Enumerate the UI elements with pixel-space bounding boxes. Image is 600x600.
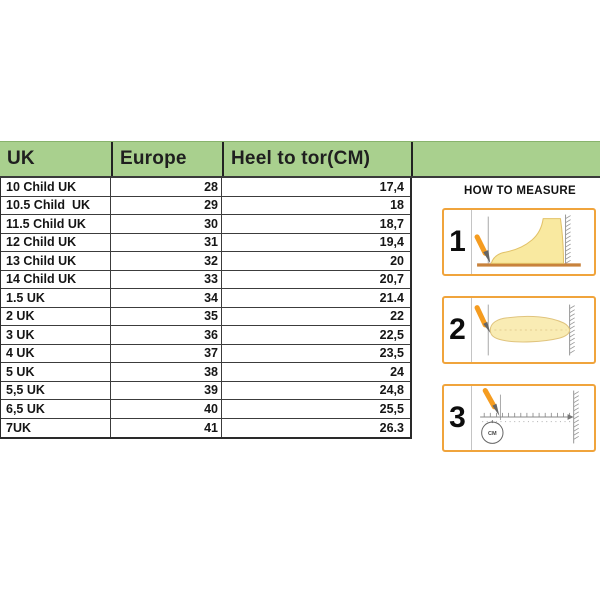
cell-uk: 3 UK <box>1 326 111 344</box>
cell-uk: 12 Child UK <box>1 234 111 252</box>
table-row <box>1 289 410 308</box>
cell-uk: 10.5 Child UK <box>1 197 111 215</box>
cell-uk: 5,5 UK <box>1 382 111 400</box>
step-3-number: 3 <box>449 401 466 434</box>
cell-europe: 41 <box>111 419 222 438</box>
cell-europe: 40 <box>111 400 222 418</box>
cell-europe: 34 <box>111 289 222 307</box>
step-2-number: 2 <box>449 313 466 346</box>
table-row <box>1 178 410 197</box>
table-row <box>1 382 410 401</box>
cell-heel: 18,7 <box>379 216 404 231</box>
cell-europe: 31 <box>111 234 222 252</box>
cell-heel: 20 <box>390 253 404 268</box>
cell-europe: 28 <box>111 178 222 196</box>
table-row <box>1 345 410 364</box>
table-row <box>1 271 410 290</box>
cell-heel: 25,5 <box>379 401 404 416</box>
cell-europe: 33 <box>111 271 222 289</box>
cell-uk: 4 UK <box>1 345 111 363</box>
cell-uk: 13 Child UK <box>1 252 111 270</box>
cell-heel: 23,5 <box>379 346 404 361</box>
cell-heel: 26.3 <box>379 420 404 435</box>
cell-uk: 11.5 Child UK <box>1 215 111 233</box>
table-header-row <box>0 141 600 178</box>
foot-top-view-icon <box>472 298 594 362</box>
foot-side-view-icon <box>472 210 594 274</box>
cell-uk: 10 Child UK <box>1 178 111 196</box>
cell-heel: 18 <box>390 198 404 213</box>
header-cell-empty <box>411 142 600 176</box>
cell-uk: 2 UK <box>1 308 111 326</box>
step-1-number: 1 <box>449 225 466 258</box>
measure-step-3 <box>442 384 596 452</box>
measure-step-2 <box>442 296 596 364</box>
cell-europe: 32 <box>111 252 222 270</box>
cell-heel: 20,7 <box>379 272 404 287</box>
table-row <box>1 252 410 271</box>
cell-europe: 30 <box>111 215 222 233</box>
cell-heel: 17,4 <box>379 179 404 194</box>
header-cell-uk: UK <box>7 148 35 169</box>
cell-uk: 6,5 UK <box>1 400 111 418</box>
table-row <box>1 419 410 438</box>
circle-measurement-label: CM <box>487 430 497 437</box>
table-row <box>1 308 410 327</box>
table-row <box>1 197 410 216</box>
table-row <box>1 215 410 234</box>
cell-europe: 36 <box>111 326 222 344</box>
cell-heel: 24,8 <box>379 383 404 398</box>
ruler-measurement-icon <box>472 386 594 450</box>
cell-uk: 1.5 UK <box>1 289 111 307</box>
cell-europe: 39 <box>111 382 222 400</box>
cell-uk: 7UK <box>1 419 111 438</box>
table-row <box>1 234 410 253</box>
cell-heel: 22 <box>390 309 404 324</box>
cell-europe: 37 <box>111 345 222 363</box>
cell-uk: 5 UK <box>1 363 111 381</box>
measure-step-1 <box>442 208 596 276</box>
size-table-body <box>0 178 412 439</box>
cell-europe: 29 <box>111 197 222 215</box>
cell-heel: 24 <box>390 364 404 379</box>
cell-heel: 21.4 <box>379 290 404 305</box>
cell-europe: 38 <box>111 363 222 381</box>
cell-heel: 19,4 <box>379 235 404 250</box>
measure-panel-title: HOW TO MEASURE <box>464 185 576 197</box>
cell-uk: 14 Child UK <box>1 271 111 289</box>
table-row <box>1 326 410 345</box>
cell-heel: 22,5 <box>379 327 404 342</box>
table-row <box>1 400 410 419</box>
cell-europe: 35 <box>111 308 222 326</box>
table-row <box>1 363 410 382</box>
header-cell-europe: Europe <box>111 142 222 176</box>
header-cell-heel-to-toe: Heel to tor(CM) <box>222 142 411 176</box>
